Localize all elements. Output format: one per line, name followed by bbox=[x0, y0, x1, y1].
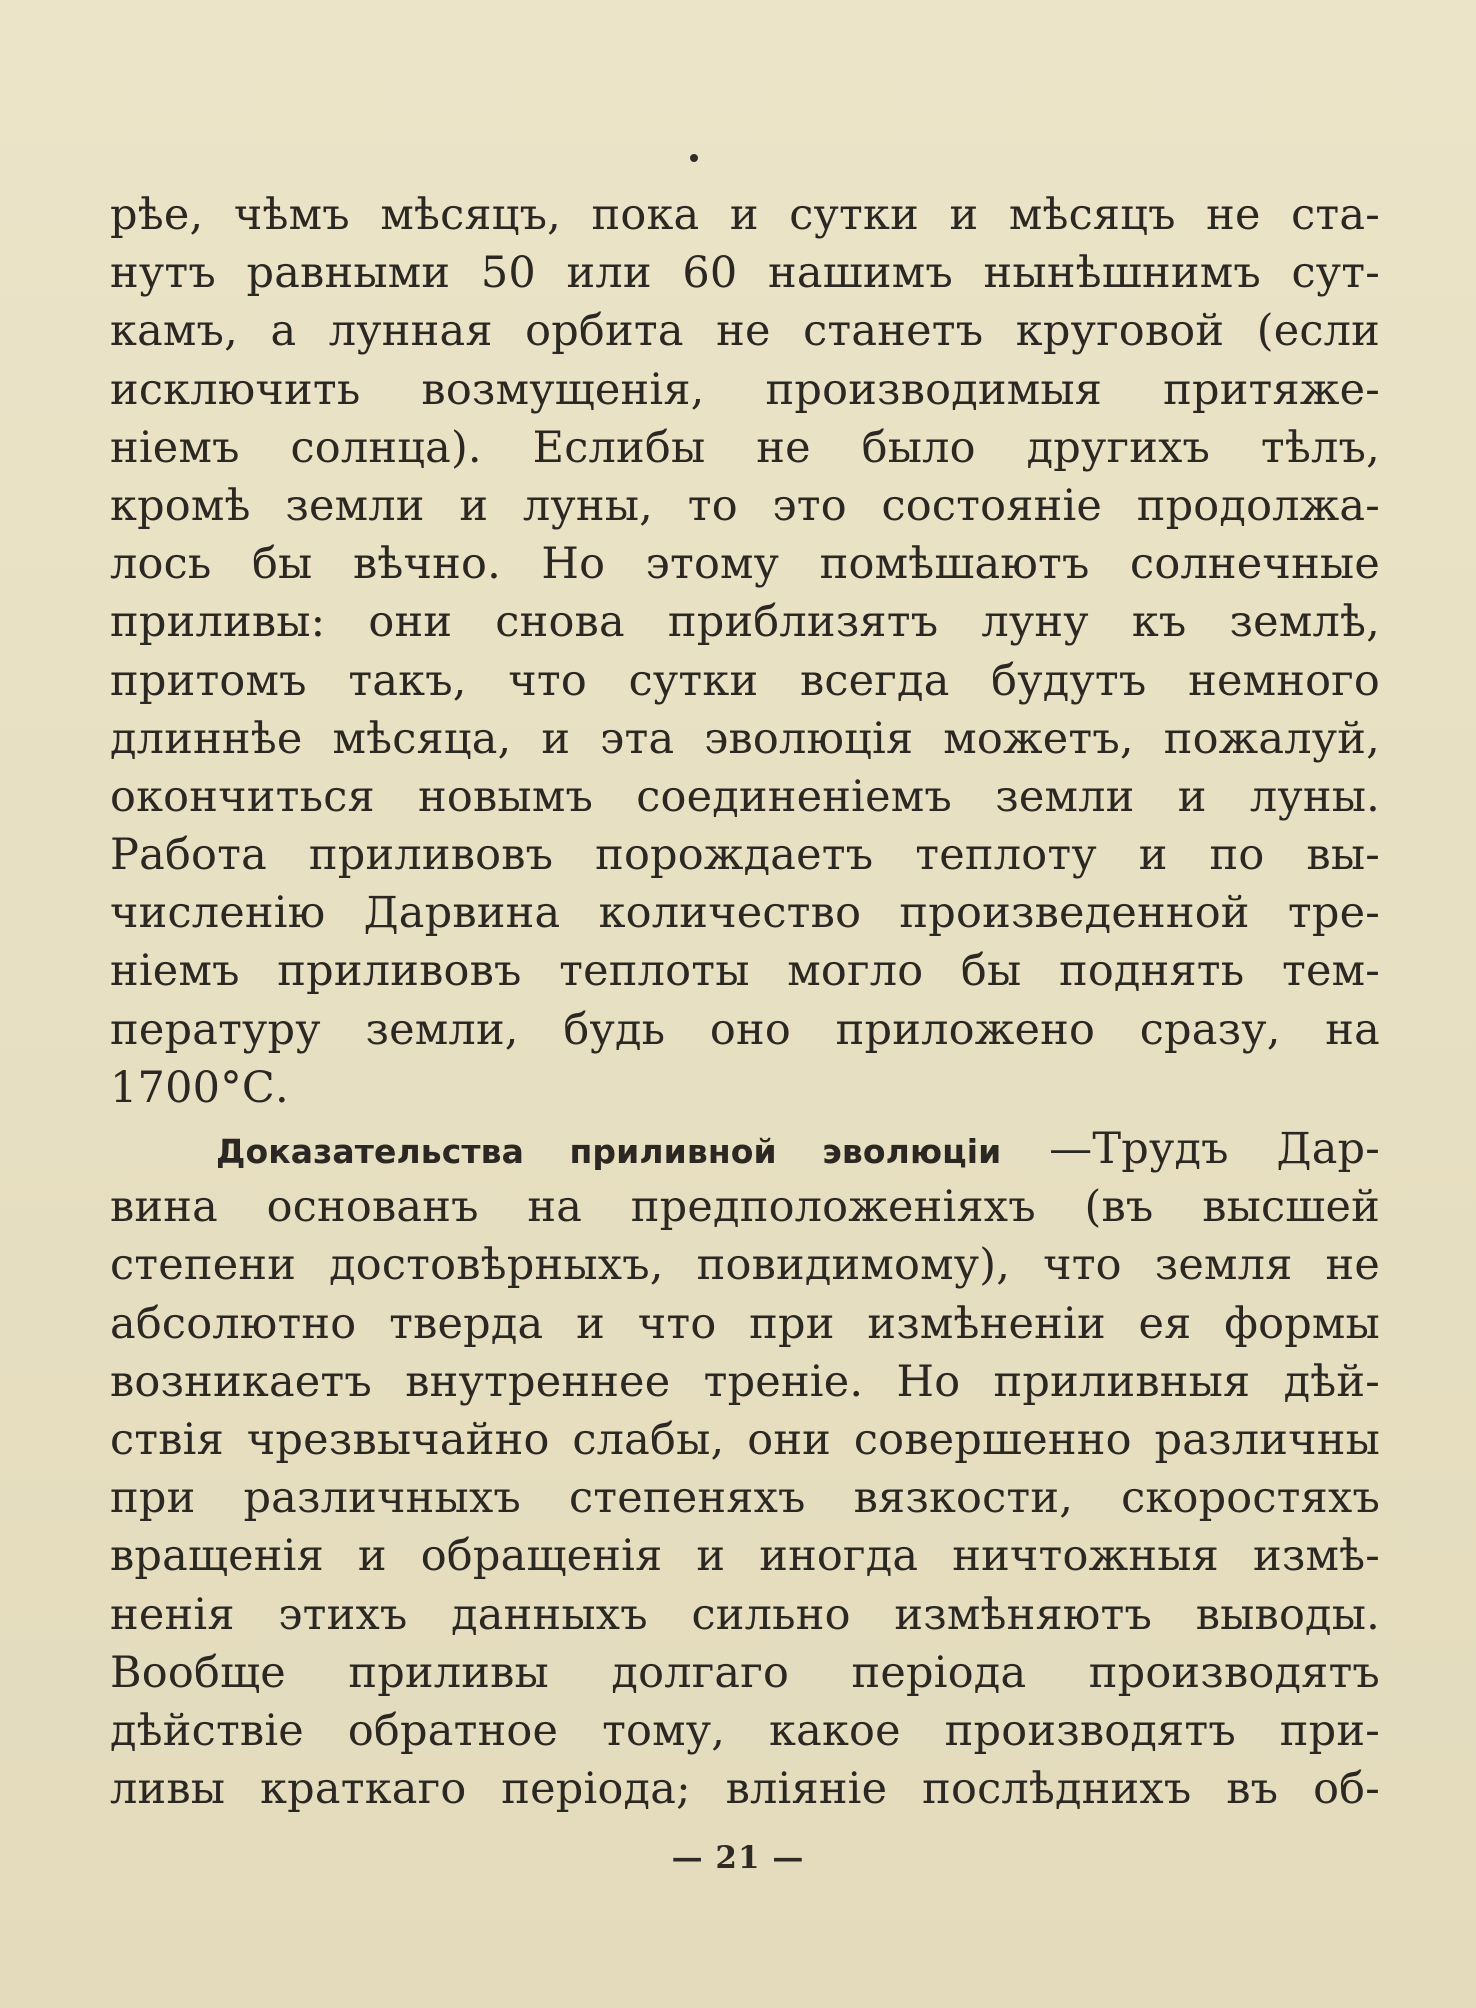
text-line: возникаетъ внутреннее треніе. Но приливныя дѣй- bbox=[110, 1356, 1380, 1407]
text-line: дѣйствіе обратное тому, какое производятъ при- bbox=[110, 1705, 1380, 1756]
text-line: ствія чрезвычайно слабы, они совершенно различны bbox=[110, 1414, 1380, 1465]
text-line: ніемъ приливовъ теплоты могло бы поднять тем- bbox=[110, 946, 1380, 997]
text-line: камъ, а лунная орбита не станетъ круговой (если bbox=[110, 306, 1380, 357]
text-line: рѣе, чѣмъ мѣсяцъ, пока и сутки и мѣсяцъ не ста- bbox=[110, 190, 1380, 240]
text-line: вина основанъ на предположеніяхъ (въ высшей bbox=[110, 1182, 1380, 1233]
text-line-rest: —Трудъ Дар- bbox=[1001, 1124, 1380, 1174]
text-line: Работа приливовъ порождаетъ теплоту и по вы- bbox=[110, 830, 1380, 881]
text-line: длиннѣе мѣсяца, и эта эволюція можетъ, пожалуй, bbox=[110, 713, 1380, 764]
paragraph-1 bbox=[110, 186, 1380, 1117]
text-line: при различныхъ степеняхъ вязкости, скоростяхъ bbox=[110, 1473, 1380, 1524]
text-line: лось бы вѣчно. Но этому помѣшаютъ солнечные bbox=[110, 539, 1380, 590]
text-line: окончиться новымъ соединеніемъ земли и луны. bbox=[110, 771, 1380, 822]
text-line: степени достовѣрныхъ, повидимому), что земля не bbox=[110, 1240, 1380, 1291]
text-line: притомъ такъ, что сутки всегда будутъ немного bbox=[110, 655, 1380, 706]
section-heading: Доказательства приливной эволюціи bbox=[216, 1132, 1002, 1171]
paragraph-2-first-line bbox=[110, 1120, 1380, 1178]
text-line: Вообще приливы долгаго періода производятъ bbox=[110, 1647, 1380, 1698]
text-line: приливы: они снова приблизятъ луну къ землѣ, bbox=[110, 597, 1380, 648]
text-line: вращенія и обращенія и иногда ничтожныя измѣ- bbox=[110, 1531, 1380, 1582]
text-line: ливы краткаго періода; вліяніе послѣднихъ въ об- bbox=[110, 1764, 1380, 1815]
page-number: — 21 — bbox=[671, 1840, 805, 1876]
text-line: численію Дарвина количество произведенной тре- bbox=[110, 888, 1380, 939]
text-line: 1700°С. bbox=[110, 1062, 289, 1113]
text-line: пературу земли, будь оно приложено сразу, на bbox=[110, 1004, 1380, 1055]
text-line: ненія этихъ данныхъ сильно измѣняютъ выводы. bbox=[110, 1589, 1380, 1640]
paragraph-2 bbox=[110, 1120, 1380, 1818]
printed-dot bbox=[690, 154, 698, 162]
text-line: ніемъ солнца). Еслибы не было другихъ тѣлъ, bbox=[110, 422, 1380, 473]
text-line: кромѣ земли и луны, то это состояніе продолжа- bbox=[110, 480, 1380, 531]
page-text bbox=[110, 186, 1380, 1818]
text-line: абсолютно тверда и что при измѣненіи ея формы bbox=[110, 1298, 1380, 1349]
text-line: нутъ равными 50 или 60 нашимъ нынѣшнимъ сут- bbox=[110, 248, 1380, 299]
text-line: исключить возмущенія, производимыя притяже- bbox=[110, 364, 1380, 415]
